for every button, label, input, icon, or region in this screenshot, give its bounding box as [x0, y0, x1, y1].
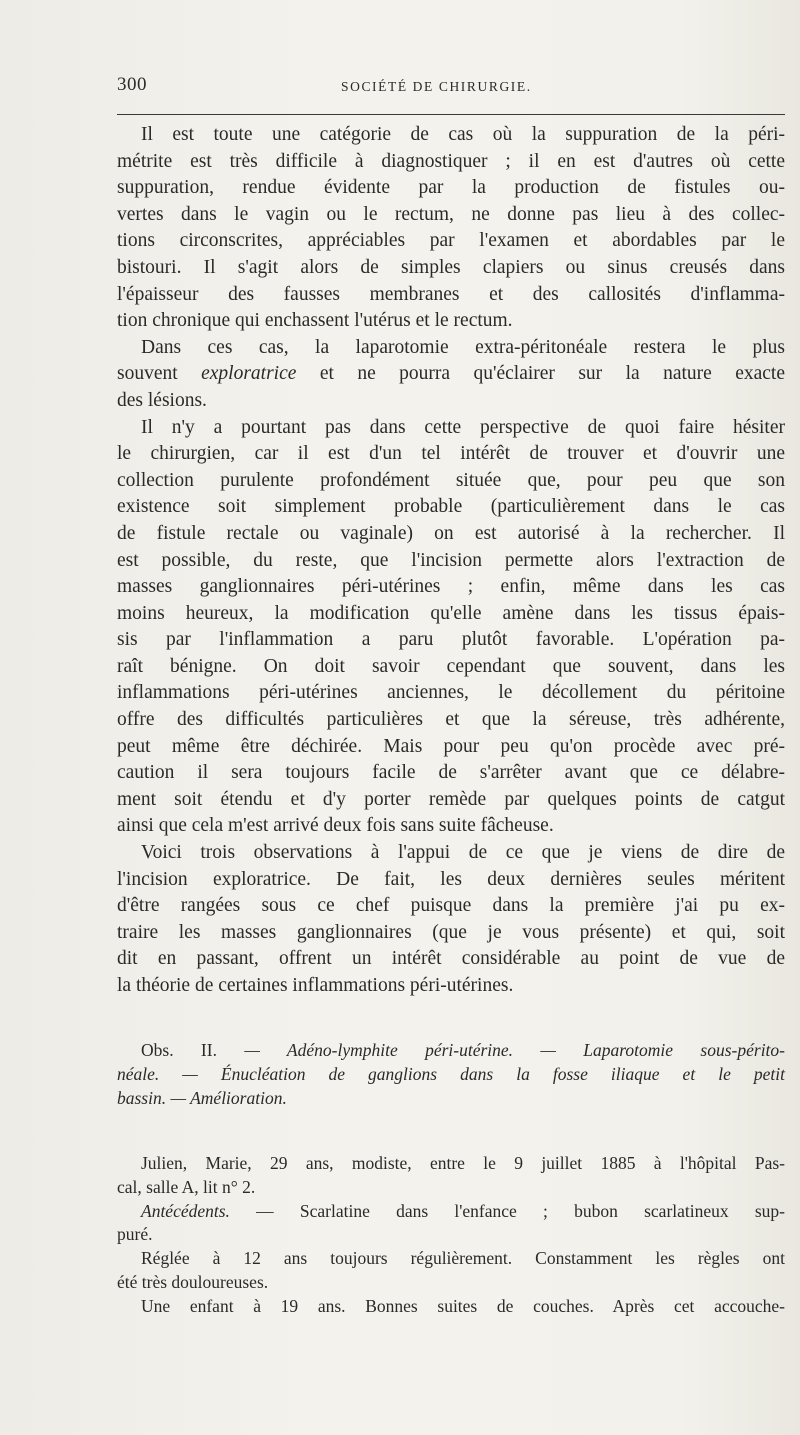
text-line: suppuration, rendue évidente par la production de fistules ou-: [117, 177, 785, 199]
text-line: sis par l'inflammation a paru plutôt favorable. L'opération pa-: [117, 629, 785, 651]
text-line: métrite est très difficile à diagnostiquer ; il en est d'autres où cette: [117, 150, 785, 172]
observation-heading: [117, 1038, 785, 1110]
text-line: Une enfant à 19 ans. Bonnes suites de couches. Après cet accouche-: [141, 1295, 785, 1316]
text-line: existence soit simplement probable (particulièrement dans le cas: [117, 496, 785, 518]
text-line: peut même être déchirée. Mais pour peu qu'on procède avec pré-: [117, 735, 785, 757]
page-number: 300: [117, 74, 147, 95]
text-line: d'être rangées sous ce chef puisque dans la première j'ai pu ex-: [117, 895, 785, 917]
page-header: [117, 74, 777, 102]
text-span: — Scarlatine dans l'enfance ; bubon scarlatineux sup-: [256, 1200, 786, 1221]
text-line: bistouri. Il s'agit alors de simples clapiers ou sinus creusés dans: [117, 256, 785, 278]
obs-title: néale. — Énucléation de ganglions dans la fosse iliaque et le petit: [117, 1064, 785, 1084]
text-line: Réglée à 12 ans toujours régulièrement. Constamment les règles ont: [141, 1248, 785, 1269]
text-line: Julien, Marie, 29 ans, modiste, entre le 9 juillet 1885 à l'hôpital Pas-: [141, 1153, 785, 1173]
text-line-mixed: [117, 361, 785, 388]
italic-term: Antécédents.: [141, 1200, 230, 1221]
text-line: le chirurgien, car il est d'un tel intérêt de trouver et d'ouvrir une: [117, 443, 785, 465]
text-line: été très douloureuses.: [117, 1271, 269, 1292]
text-line: l'incision exploratrice. De fait, les deux dernières seules méritent: [117, 868, 785, 890]
obs-title: bassin. — Amélioration.: [117, 1088, 287, 1108]
running-head: SOCIÉTÉ DE CHIRURGIE.: [341, 79, 532, 94]
case-text: [117, 1152, 785, 1319]
text-line: la théorie de certaines inflammations péri-utérines.: [117, 975, 514, 996]
text-line: raît bénigne. On doit savoir cependant que souvent, dans les: [117, 655, 785, 677]
text-line: masses ganglionnaires péri-utérines ; enfin, même dans les cas: [117, 576, 785, 598]
text-span: souvent: [117, 363, 178, 385]
text-line: moins heureux, la modification qu'elle amène dans les tissus épais-: [117, 602, 785, 624]
text-line: ainsi que cela m'est arrivé deux fois sans suite fâcheuse.: [117, 815, 554, 837]
obs-line: [117, 1086, 785, 1110]
text-line: Voici trois observations à l'appui de ce que je viens de dire de: [141, 842, 785, 864]
text-line: Il est toute une catégorie de cas où la suppuration de la péri-: [141, 124, 785, 145]
text-line: l'épaisseur des fausses membranes et des callosités d'inflamma-: [117, 283, 785, 305]
obs-title: — Adéno-lymphite péri-utérine. — Laparotomie sous-périto-: [216, 1040, 785, 1060]
text-line: tion chronique qui enchassent l'utérus et le rectum.: [117, 310, 513, 332]
text-line: ment soit étendu et d'y porter remède par quelques points de catgut: [117, 788, 785, 810]
text-line: Dans ces cas, la laparotomie extra-péritonéale restera le plus: [141, 336, 785, 358]
text-line: vertes dans le vagin ou le rectum, ne donne pas lieu à des collec-: [117, 203, 785, 225]
text-line: collection purulente profondément située que, pour peu que son: [117, 469, 785, 491]
text-span: et ne pourra qu'éclairer sur la nature exacte: [296, 363, 785, 385]
text-line: inflammations péri-utérines anciennes, le décollement du péritoine: [117, 682, 785, 704]
obs-line: [117, 1038, 785, 1062]
text-line: traire les masses ganglionnaires (que je vous présente) et qui, soit: [117, 921, 785, 943]
text-line: est possible, du reste, que l'incision permette alors l'extraction de: [117, 549, 785, 571]
text-line-mixed: [117, 1200, 785, 1224]
header-rule: [117, 114, 785, 115]
text-line: puré.: [117, 1224, 153, 1245]
text-line: dit en passant, offrent un intérêt considérable au point de vue de: [117, 948, 785, 970]
italic-term: exploratrice: [201, 363, 297, 385]
obs-label: Obs. II.: [141, 1040, 217, 1060]
obs-line: [117, 1062, 785, 1086]
text-line: caution il sera toujours facile de s'arrêter avant que ce délabre-: [117, 762, 785, 784]
text-line: tions circonscrites, appréciables par l'examen et abordables par le: [117, 230, 785, 252]
body-text: [117, 122, 785, 1000]
text-line: des lésions.: [117, 389, 207, 411]
text-line: cal, salle A, lit n° 2.: [117, 1176, 256, 1197]
text-line: offre des difficultés particulières et que la séreuse, très adhérente,: [117, 709, 785, 731]
text-line: Il n'y a pourtant pas dans cette perspective de quoi faire hésiter: [141, 416, 785, 438]
text-line: de fistule rectale ou vaginale) on est autorisé à la rechercher. Il: [117, 522, 785, 544]
